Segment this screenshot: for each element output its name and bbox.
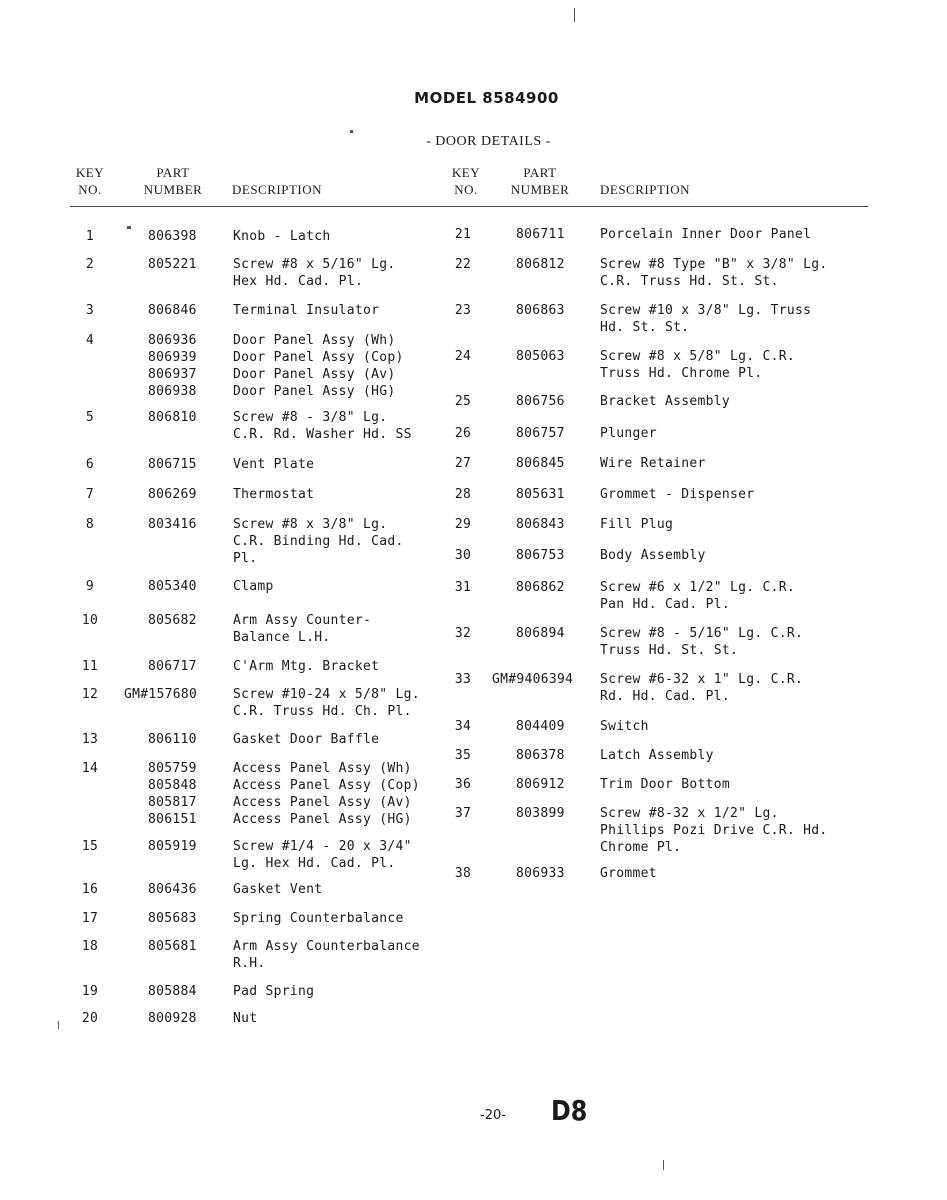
key-number: 24	[454, 349, 472, 364]
description-line: Access Panel Assy (Wh)	[233, 761, 412, 776]
key-number: 8	[85, 517, 95, 532]
part-number-cell	[516, 455, 565, 472]
description-line: Rd. Hd. Cad. Pl.	[600, 689, 731, 704]
key-number: 36	[454, 777, 472, 792]
description-line: C'Arm Mtg. Bracket	[233, 659, 380, 674]
description-line: Screw #10-24 x 5/8" Lg.	[233, 687, 420, 702]
description-line: Screw #1/4 - 20 x 3/4"	[233, 839, 412, 854]
part-number-cell	[516, 302, 565, 319]
section-subtitle: - DOOR DETAILS -	[426, 134, 551, 149]
left-part-header	[140, 164, 206, 198]
part-number-cell	[516, 625, 565, 642]
description-line: Door Panel Assy (Wh)	[233, 333, 396, 348]
key-number: 19	[81, 984, 99, 999]
part-number-cell	[516, 805, 565, 822]
description-cell	[233, 332, 404, 400]
part-number-cell	[148, 658, 197, 675]
part-number-cell	[124, 686, 197, 703]
part-number-cell	[516, 393, 565, 410]
description-line: C.R. Truss Hd. Ch. Pl.	[233, 704, 412, 719]
key-number: 38	[454, 866, 472, 881]
description-cell	[600, 486, 754, 503]
left-key-header	[70, 164, 110, 198]
description-line: Bracket Assembly	[600, 394, 731, 409]
part-number-cell	[148, 838, 197, 855]
description-line: Chrome Pl.	[600, 840, 682, 855]
key-number: 29	[454, 517, 472, 532]
part-number-cell	[148, 256, 197, 273]
part-number: 806110	[148, 732, 197, 747]
key-number: 37	[454, 806, 472, 821]
key-number: 31	[454, 580, 472, 595]
part-number-cell	[148, 760, 197, 828]
part-number: 805759	[148, 761, 197, 776]
part-number-cell	[516, 516, 565, 533]
part-number: 806846	[148, 303, 197, 318]
key-number: 30	[454, 548, 472, 563]
description-line: Door Panel Assy (HG)	[233, 384, 396, 399]
part-number-cell	[148, 578, 197, 595]
description-line: Wire Retainer	[600, 456, 706, 471]
part-number-cell	[148, 456, 197, 473]
description-cell	[233, 456, 314, 473]
page-number: -20-	[480, 1108, 506, 1123]
part-number-cell	[148, 332, 197, 400]
description-line: Pad Spring	[233, 984, 315, 999]
description-line: Screw #8 - 3/8" Lg.	[233, 410, 388, 425]
description-cell	[600, 516, 673, 533]
part-number: 805817	[148, 795, 197, 810]
part-number: 806378	[516, 748, 565, 763]
part-number: 806843	[516, 517, 565, 532]
left-key-header-top: KEY	[75, 165, 105, 180]
part-number: 806936	[148, 333, 197, 348]
part-number: 805848	[148, 778, 197, 793]
description-cell	[233, 938, 420, 972]
description-cell	[233, 686, 420, 720]
description-line: Pl.	[233, 551, 258, 566]
part-number: 805919	[148, 839, 197, 854]
description-cell	[233, 838, 412, 872]
key-number: 13	[81, 732, 99, 747]
key-number: 18	[81, 939, 99, 954]
part-number-cell	[148, 881, 197, 898]
description-cell	[600, 625, 803, 659]
description-line: Knob - Latch	[233, 229, 331, 244]
scan-speck	[127, 226, 131, 229]
description-line: Door Panel Assy (Cop)	[233, 350, 404, 365]
description-line: Screw #6-32 x 1" Lg. C.R.	[600, 672, 804, 687]
part-number-cell	[148, 938, 197, 955]
part-number: 806269	[148, 487, 197, 502]
description-cell	[600, 226, 811, 243]
part-number-cell	[148, 486, 197, 503]
description-cell	[233, 881, 322, 898]
part-number: 804409	[516, 719, 565, 734]
part-number-cell	[516, 348, 565, 365]
description-line: Gasket Vent	[233, 882, 323, 897]
key-number: 7	[85, 487, 95, 502]
description-line: Phillips Pozi Drive C.R. Hd.	[600, 823, 828, 838]
section-code: D8	[551, 1094, 588, 1127]
description-cell	[600, 747, 714, 764]
key-number: 15	[81, 839, 99, 854]
key-number: 1	[85, 229, 95, 244]
description-cell	[233, 731, 379, 748]
part-number: 806862	[516, 580, 565, 595]
part-number-cell	[148, 612, 197, 629]
part-number-cell	[148, 516, 197, 533]
scan-mark	[574, 8, 575, 22]
part-number-cell	[516, 425, 565, 442]
description-cell	[600, 455, 706, 472]
description-cell	[233, 983, 314, 1000]
description-cell	[600, 718, 649, 735]
part-number-cell	[516, 486, 565, 503]
description-line: Trim Door Bottom	[600, 777, 731, 792]
description-cell	[600, 579, 795, 613]
part-number: GM#157680	[124, 687, 198, 702]
part-number: 806717	[148, 659, 197, 674]
part-number: 805884	[148, 984, 197, 999]
description-cell	[233, 302, 379, 319]
description-cell	[600, 425, 657, 442]
description-line: C.R. Binding Hd. Cad.	[233, 534, 404, 549]
description-cell	[233, 1010, 257, 1027]
part-number-cell	[516, 747, 565, 764]
description-cell	[233, 658, 379, 675]
description-cell	[600, 348, 795, 382]
left-part-header-top: PART	[156, 165, 190, 180]
part-number: 806715	[148, 457, 197, 472]
key-number: 33	[454, 672, 472, 687]
description-cell	[233, 516, 404, 567]
right-key-header-bottom: NO.	[454, 182, 478, 197]
part-number: 806939	[148, 350, 197, 365]
part-number-cell	[492, 671, 573, 688]
part-number: 805221	[148, 257, 197, 272]
key-number: 10	[81, 613, 99, 628]
key-number: 3	[85, 303, 95, 318]
key-number: 28	[454, 487, 472, 502]
key-number: 2	[85, 257, 95, 272]
part-number: 806810	[148, 410, 197, 425]
header-divider	[70, 206, 868, 207]
description-line: Screw #8 Type "B" x 3/8" Lg.	[600, 257, 828, 272]
description-line: Arm Assy Counterbalance	[233, 939, 420, 954]
key-number: 21	[454, 227, 472, 242]
part-number: GM#9406394	[492, 672, 574, 687]
description-cell	[233, 910, 404, 927]
description-line: Gasket Door Baffle	[233, 732, 380, 747]
description-line: Access Panel Assy (Av)	[233, 795, 412, 810]
part-number-cell	[516, 579, 565, 596]
description-line: Grommet	[600, 866, 657, 881]
part-number-cell	[148, 731, 197, 748]
part-number: 806938	[148, 384, 197, 399]
key-number: 32	[454, 626, 472, 641]
part-number: 803899	[516, 806, 565, 821]
description-line: Truss Hd. Chrome Pl.	[600, 366, 763, 381]
key-number: 17	[81, 911, 99, 926]
part-number-cell	[516, 865, 565, 882]
part-number: 805340	[148, 579, 197, 594]
scan-mark	[663, 1160, 664, 1170]
key-number: 4	[85, 333, 95, 348]
description-line: Porcelain Inner Door Panel	[600, 227, 812, 242]
key-number: 20	[81, 1011, 99, 1026]
part-number: 806933	[516, 866, 565, 881]
right-description-header: DESCRIPTION	[600, 182, 691, 197]
part-number: 806753	[516, 548, 565, 563]
right-key-header-top: KEY	[451, 165, 481, 180]
part-number: 806863	[516, 303, 565, 318]
key-number: 34	[454, 719, 472, 734]
part-number: 805681	[148, 939, 197, 954]
part-number-cell	[148, 910, 197, 927]
key-number: 16	[81, 882, 99, 897]
description-line: Vent Plate	[233, 457, 315, 472]
description-cell	[233, 228, 331, 245]
description-line: C.R. Truss Hd. St. St.	[600, 274, 779, 289]
description-line: Screw #8 x 3/8" Lg.	[233, 517, 388, 532]
part-number-cell	[516, 226, 565, 243]
part-number: 806912	[516, 777, 565, 792]
description-line: Plunger	[600, 426, 657, 441]
part-number: 806436	[148, 882, 197, 897]
part-number-cell	[148, 1010, 197, 1027]
description-line: Thermostat	[233, 487, 315, 502]
part-number: 805683	[148, 911, 197, 926]
key-number: 9	[85, 579, 95, 594]
description-line: Access Panel Assy (Cop)	[233, 778, 420, 793]
description-line: Balance L.H.	[233, 630, 331, 645]
key-number: 27	[454, 456, 472, 471]
part-number: 806812	[516, 257, 565, 272]
part-number-cell	[148, 409, 197, 426]
description-line: Screw #6 x 1/2" Lg. C.R.	[600, 580, 796, 595]
description-cell	[233, 409, 412, 443]
description-line: Spring Counterbalance	[233, 911, 404, 926]
description-line: Hd. St. St.	[600, 320, 690, 335]
left-part-header-bottom: NUMBER	[143, 182, 203, 197]
part-number: 800928	[148, 1011, 197, 1026]
description-cell	[233, 612, 371, 646]
part-number: 806845	[516, 456, 565, 471]
description-cell	[233, 578, 274, 595]
description-line: Switch	[600, 719, 649, 734]
description-line: Nut	[233, 1011, 258, 1026]
right-part-header-bottom: NUMBER	[510, 182, 570, 197]
description-cell	[600, 776, 730, 793]
key-number: 25	[454, 394, 472, 409]
description-line: Screw #10 x 3/8" Lg. Truss	[600, 303, 812, 318]
key-number: 14	[81, 761, 99, 776]
description-line: Truss Hd. St. St.	[600, 643, 739, 658]
key-number: 22	[454, 257, 472, 272]
part-number: 803416	[148, 517, 197, 532]
description-line: Screw #8 - 5/16" Lg. C.R.	[600, 626, 804, 641]
model-title: MODEL 8584900	[414, 89, 559, 107]
left-description-header: DESCRIPTION	[232, 182, 323, 197]
part-number: 805682	[148, 613, 197, 628]
part-number: 806756	[516, 394, 565, 409]
scan-mark	[58, 1021, 59, 1029]
description-cell	[233, 760, 420, 828]
description-cell	[600, 805, 828, 856]
part-number: 806757	[516, 426, 565, 441]
description-cell	[600, 256, 828, 290]
description-line: Body Assembly	[600, 548, 706, 563]
description-cell	[600, 671, 803, 705]
key-number: 12	[81, 687, 99, 702]
description-line: Screw #8 x 5/16" Lg.	[233, 257, 396, 272]
description-cell	[600, 393, 730, 410]
key-number: 6	[85, 457, 95, 472]
part-number: 806711	[516, 227, 565, 242]
description-cell	[600, 302, 811, 336]
key-number: 11	[81, 659, 99, 674]
description-cell	[233, 256, 396, 290]
key-number: 5	[85, 410, 95, 425]
part-number-cell	[516, 776, 565, 793]
part-number-cell	[516, 547, 565, 564]
right-part-header-top: PART	[523, 165, 557, 180]
description-line: Fill Plug	[600, 517, 674, 532]
part-number: 806398	[148, 229, 197, 244]
description-line: Lg. Hex Hd. Cad. Pl.	[233, 856, 396, 871]
description-line: Screw #8-32 x 1/2" Lg.	[600, 806, 779, 821]
key-number: 23	[454, 303, 472, 318]
part-number-cell	[148, 302, 197, 319]
key-number: 26	[454, 426, 472, 441]
description-cell	[600, 547, 706, 564]
description-line: Terminal Insulator	[233, 303, 380, 318]
description-line: Arm Assy Counter-	[233, 613, 372, 628]
scan-speck	[350, 130, 353, 133]
part-number: 806937	[148, 367, 197, 382]
part-number-cell	[516, 718, 565, 735]
part-number-cell	[148, 983, 197, 1000]
description-line: Grommet - Dispenser	[600, 487, 755, 502]
key-number: 35	[454, 748, 472, 763]
description-line: Screw #8 x 5/8" Lg. C.R.	[600, 349, 796, 364]
part-number-cell	[148, 228, 197, 245]
left-key-header-bottom: NO.	[78, 182, 102, 197]
description-line: Access Panel Assy (HG)	[233, 812, 412, 827]
description-cell	[233, 486, 314, 503]
description-line: Clamp	[233, 579, 274, 594]
part-number-cell	[516, 256, 565, 273]
description-line: Pan Hd. Cad. Pl.	[600, 597, 731, 612]
description-line: Latch Assembly	[600, 748, 714, 763]
part-number: 805063	[516, 349, 565, 364]
description-line: Door Panel Assy (Av)	[233, 367, 396, 382]
right-part-header	[507, 164, 573, 198]
part-number: 806151	[148, 812, 197, 827]
part-number: 806894	[516, 626, 565, 641]
description-line: C.R. Rd. Washer Hd. SS	[233, 427, 412, 442]
right-key-header	[446, 164, 486, 198]
part-number: 805631	[516, 487, 565, 502]
description-cell	[600, 865, 657, 882]
description-line: Hex Hd. Cad. Pl.	[233, 274, 364, 289]
description-line: R.H.	[233, 956, 266, 971]
